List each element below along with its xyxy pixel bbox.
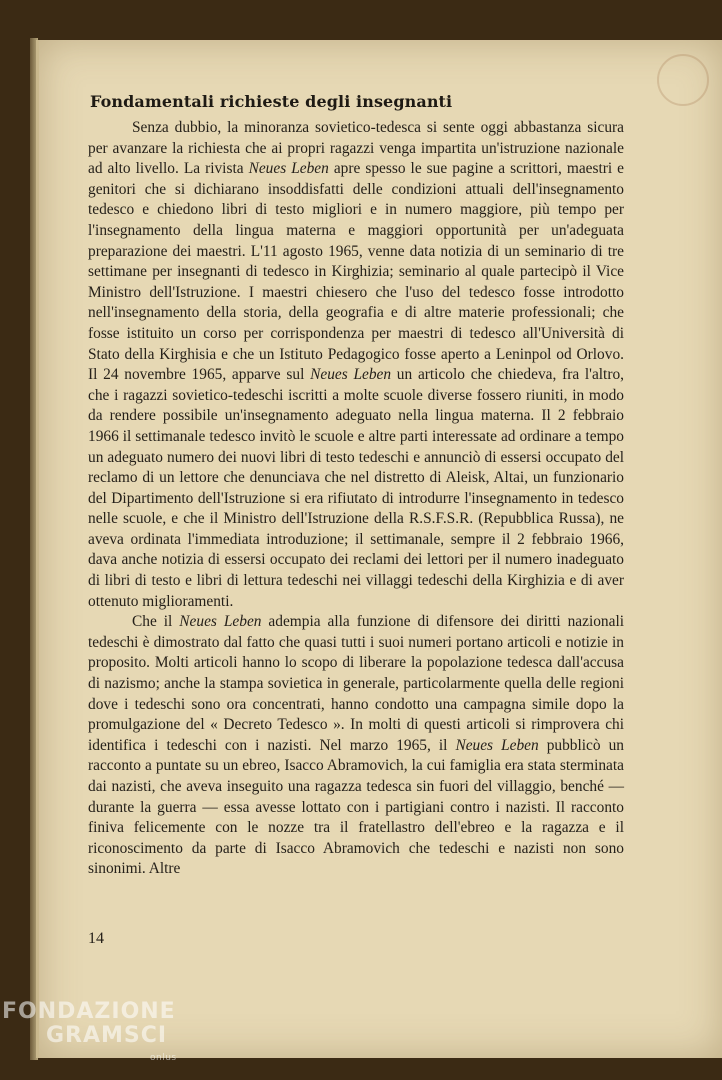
publication-title: Neues Leben [310,366,392,384]
paragraph-2 [88,612,624,880]
publication-title: Neues Leben [179,613,262,631]
fondazione-gramsci-watermark [2,1000,177,1070]
publication-title: Neues Leben [248,160,329,178]
text-run: Che il [132,613,180,631]
watermark-line1: FONDAZIONE [2,999,176,1024]
text-run: Senza dubbio, la minoranza sovietico-tedesca si sente oggi abbastanza sicura per avanzare la richiesta che ai propri ragazzi venga impartita un'istruzione nazionale ad alto livello. La rivista [88,119,624,178]
text-run: adempia alla funzione di difensore dei diritti nazionali tedeschi è dimostrato dal fatto che quasi tutti i suoi numeri portano articoli e notizie in proposito. Molti articoli hanno lo scopo di liberare la popolazione tedesca dall'accusa di nazismo; anche la stampa sovietica in generale, particolarmente quella delle regioni dove i tedeschi sono ora concentrati, hanno condotto una campagna simile dopo la promulgazione del « Decreto Tedesco ». In molti di questi articoli si rimprovera chi identifica i tedeschi con i nazisti. Nel marzo 1965, il [88,613,624,754]
section-heading: Fondamentali richieste degli insegnanti [90,92,453,111]
stamp-mark [657,54,709,106]
watermark-line2: GRAMSCI [46,1023,168,1048]
text-run: apre spesso le sue pagine a scrittori, maestri e genitori che si dichiarano insoddisfatti delle condizioni attuali dell'insegnamento tedesco e chiedono libri di testo migliori e in numero maggiore, più tempo per l'insegnamento della lingua materna e maggiori opportunità per un'adeguata preparazione dei maestri. L'11 agosto 1965, venne data notizia di un seminario di tre settimane per insegnanti di tedesco in Kirghizia; seminario al quale partecipò il Vice Ministro dell'Istruzione. I maestri chiesero che l'uso del tedesco fosse introdotto nell'insegnamento della storia, della geografia e di altre materie professionali; che fosse istituito un corso per corrispondenza per maestri di tedesco all'Università di Stato della Kirghisia e che un Istituto Pedagogico fosse aperto a Leninpol od Orlovo. Il 24 novembre 1965, apparve sul [88,160,624,384]
page-number: 14 [88,930,104,947]
watermark-suffix: onlus [150,1053,177,1063]
body-text [88,118,624,880]
text-run: pubblicò un racconto a puntate su un ebreo, Isacco Abramovich, la cui famiglia era stata sterminata dai nazisti, che aveva inseguito una ragazza tedesca sin fuori del villaggio, benché — durante la guerra — essa avesse lottato con i partigiani contro i nazisti. Il racconto finiva felicemente con le nozze tra il fratellastro dell'ebreo e la ragazza e il riconoscimento da parte di Isacco Abramovich che tedeschi e nazisti non sono sinonimi. Altre [88,736,624,878]
publication-title: Neues Leben [455,736,539,754]
text-run: un articolo che chiedeva, fra l'altro, che i ragazzi sovietico-tedeschi iscritti a molte scuole diverse fossero riuniti, in modo da rendere possibile un'insegnamento adeguato nella lingua materna. Il 2 febbraio 1966 il settimanale tedesco invitò le scuole e altre parti interessate ad ordinare a tempo un adeguato numero dei nuovi libri di testo tedeschi e annunciò di essersi occupato del reclamo di un lettore che denunciava che nel distretto di Aleisk, Altai, un funzionario del Dipartimento dell'Istruzione si era rifiutato di introdurre l'insegnamento in tedesco nelle scuole, e che il Ministro dell'Istruzione della R.S.F.S.R. (Repubblica Russa), ne aveva ordinata l'immediata introduzione; il settimanale, sempre il 2 febbraio 1966, dava anche notizia di essersi occupato dei reclami dei lettori per il numero inadeguato di libri di testo e libri di lettura tedeschi nei villaggi tedeschi della Kirghizia e di aver ottenuto miglioramenti. [88,366,624,610]
paragraph-1 [88,118,624,612]
